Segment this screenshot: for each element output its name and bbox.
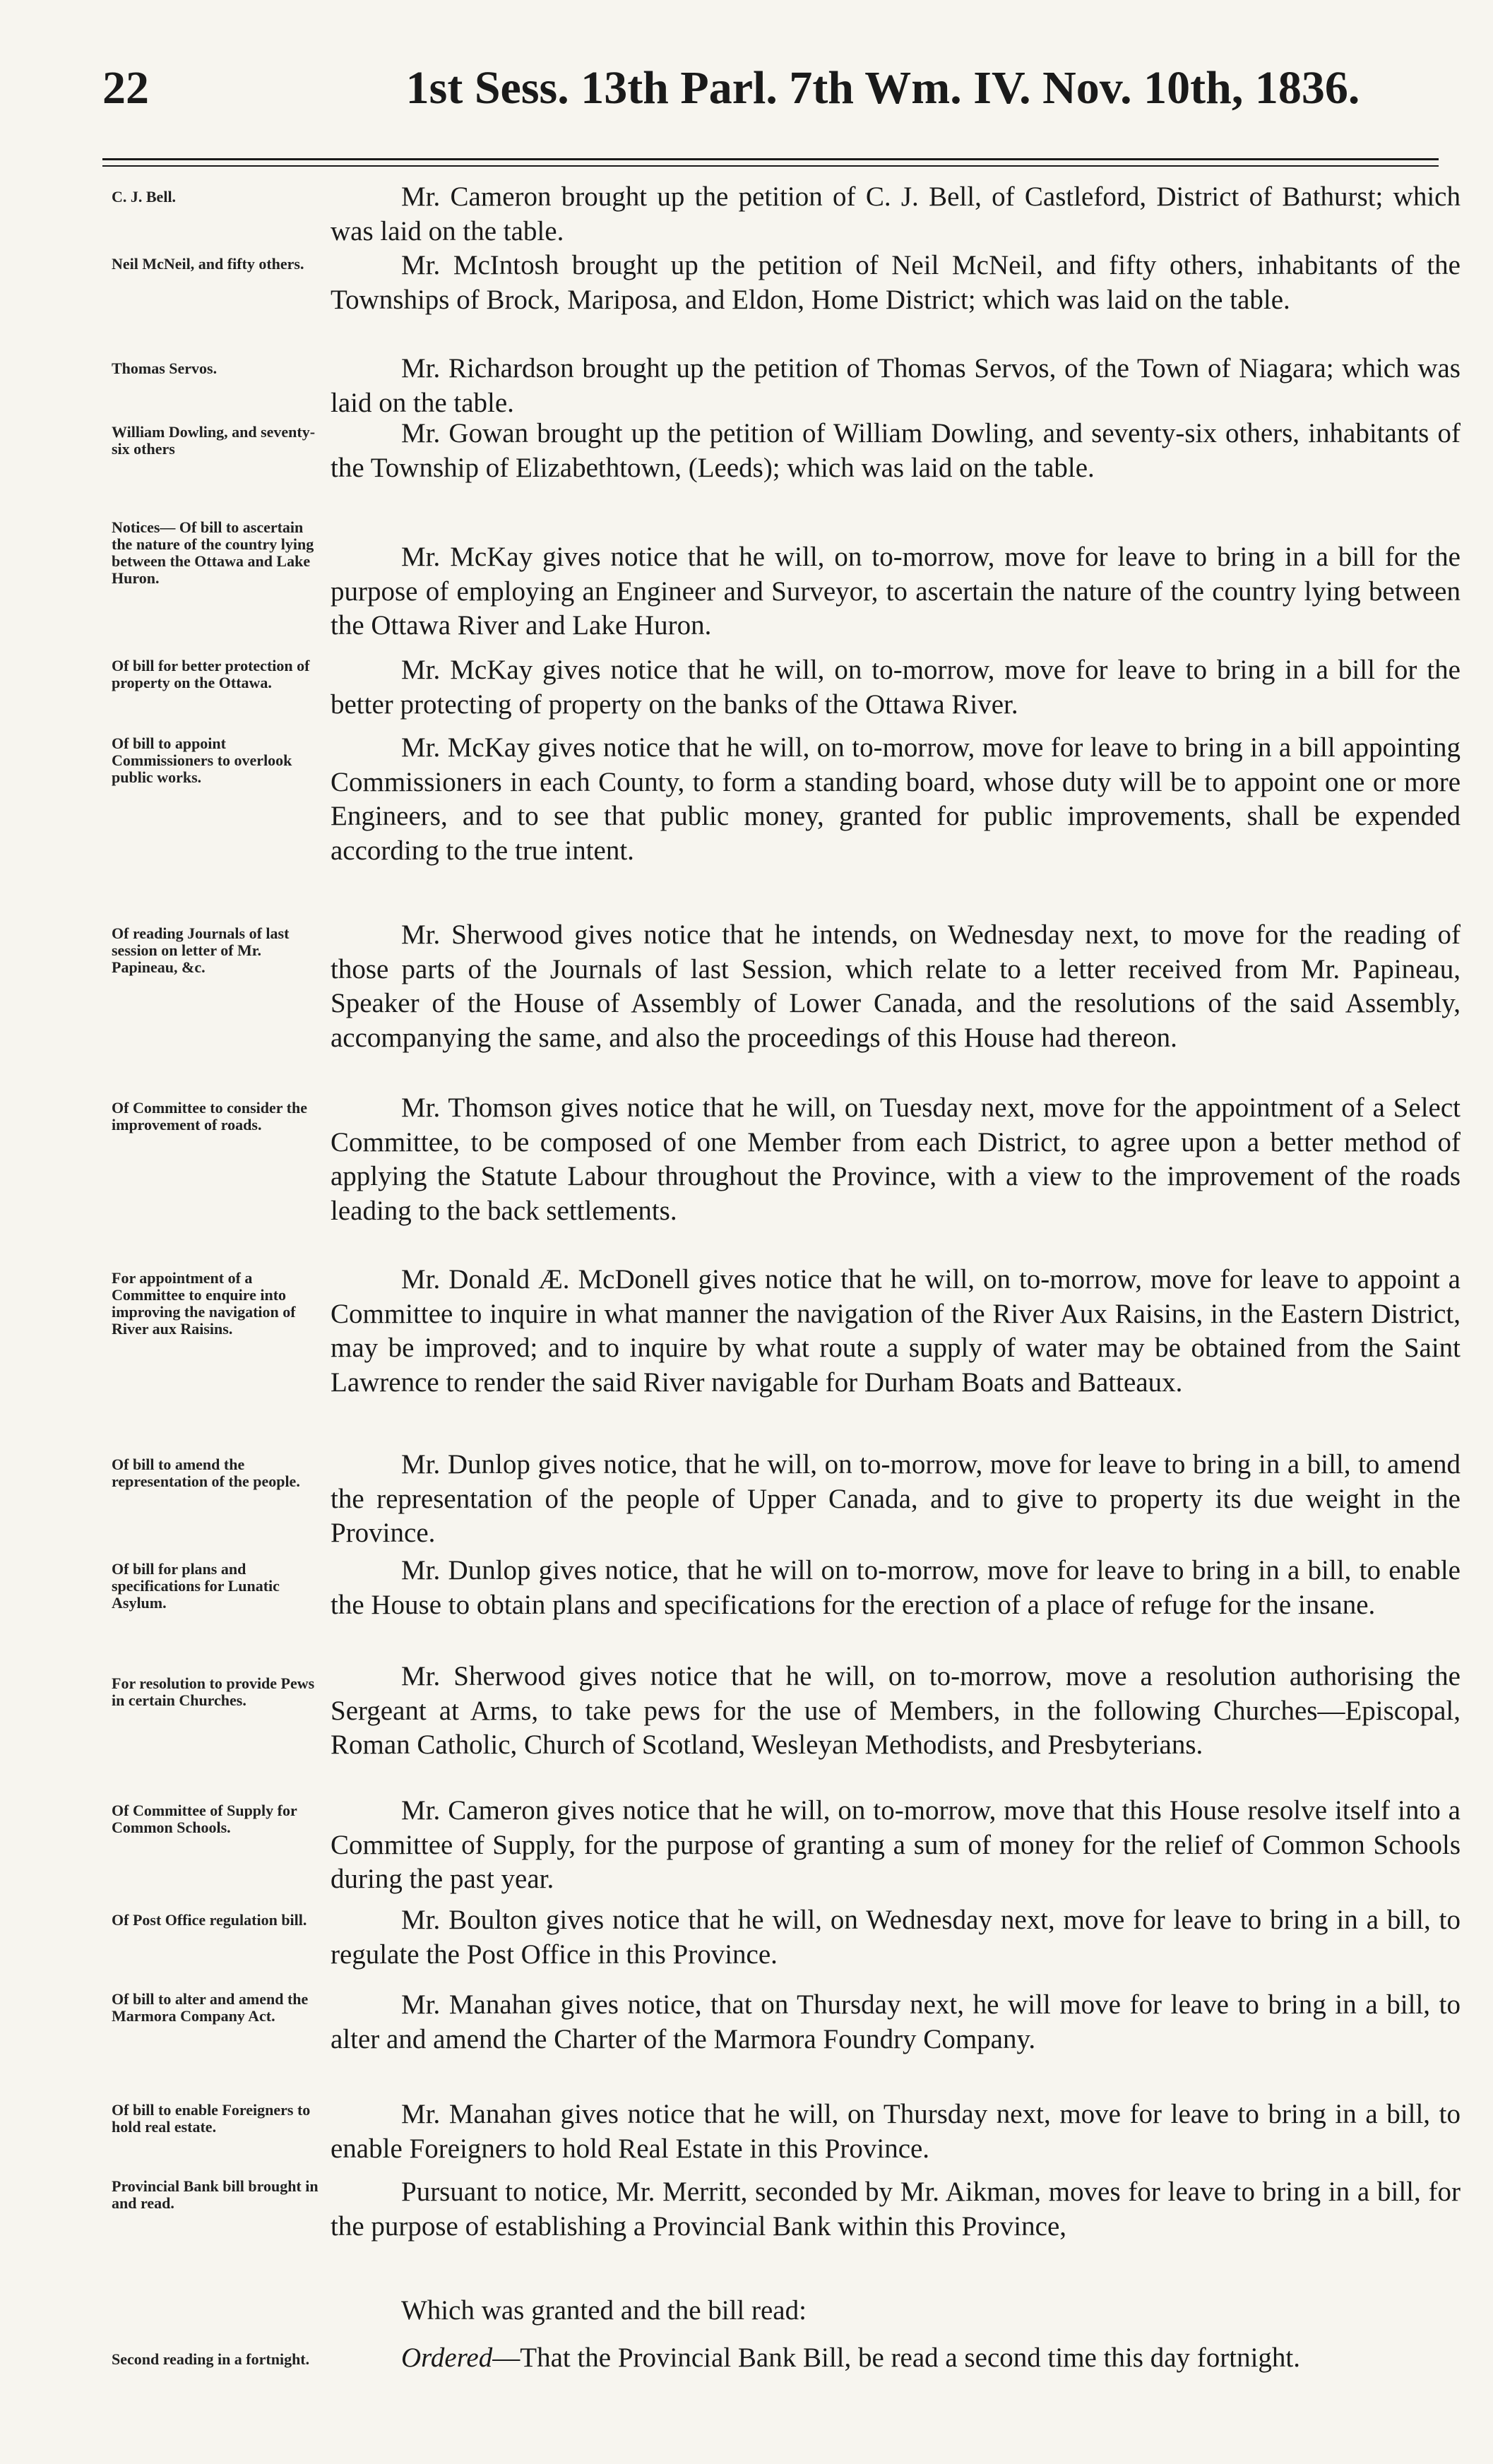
page-header: [0, 0, 1493, 124]
entry-text: Mr. Cameron brought up the petition of C. J. Bell, of Castleford, District of Bathurst; which was laid on the table.: [331, 181, 1461, 246]
entry-text: Mr. Manahan gives notice that he will, on Thursday next, move for leave to bring in a bill, to enable Foreigners to hold Real Estate in this Province.: [331, 2099, 1461, 2164]
entry-text: Mr. Boulton gives notice that he will, on Wednesday next, move for leave to bring in a bill, to regulate the Post Office in this Province.: [331, 1905, 1461, 1970]
marginal-note: For appointment of a Committee to enquire into improving the navigation of River aux Raisins.: [112, 1269, 296, 1338]
marginal-note: Of Post Office regulation bill.: [112, 1911, 307, 1929]
entry-text: Mr. McIntosh brought up the petition of Neil McNeil, and fifty others, inhabitants of the Townships of Brock, Mariposa, and Eldon, Home District; which was laid on the table.: [331, 250, 1461, 315]
entry-text: [331, 2341, 1461, 2376]
entry-text: Mr. Cameron gives notice that he will, on to-morrow, move that this House resolve itself into a Committee of Supply, for the purpose of granting a sum of money for the relief of Common Schools during the past year.: [331, 1795, 1461, 1894]
marginal-note: Of bill to enable Foreigners to hold real estate.: [112, 2101, 311, 2136]
entry-text: Which was granted and the bill read:: [401, 2295, 807, 2326]
marginal-note: Neil McNeil, and fifty others.: [112, 255, 304, 273]
marginal-note: C. J. Bell.: [112, 188, 177, 206]
entry-text: Mr. Dunlop gives notice, that he will on to-morrow, move for leave to bring in a bill, to enable the House to obtain plans and specifications for the erection of a place of refuge for the insane.: [331, 1555, 1461, 1620]
header-rule-upper: [102, 158, 1439, 160]
marginal-note: Of bill to alter and amend the Marmora Company Act.: [112, 1990, 309, 2025]
header-rule-lower: [102, 165, 1439, 167]
entry-text: Mr. Thomson gives notice that he will, on Tuesday next, move for the appointment of a Select Committee, to be composed of one Member from each District, to agree upon a better method of applying the Statute Labour throughout the Province, with a view to the improvement of the roads leading to the back settlements.: [331, 1093, 1461, 1226]
entry-text: Pursuant to notice, Mr. Merritt, seconded by Mr. Aikman, moves for leave to bring in a bill, for the purpose of establishing a Provincial Bank within this Province,: [331, 2177, 1461, 2242]
marginal-note: Of bill for better protection of property on the Ottawa.: [112, 657, 310, 691]
marginal-note: Of bill to amend the representation of the people.: [112, 1456, 300, 1490]
page-number: 22: [102, 62, 149, 114]
running-head: 1st Sess. 13th Parl. 7th Wm. IV. Nov. 10th, 1836.: [405, 62, 1360, 114]
marginal-note: Provincial Bank bill brought in and read.: [112, 2177, 319, 2212]
marginal-note: Of reading Journals of last session on letter of Mr. Papineau, &c.: [112, 924, 290, 976]
marginal-note: Thomas Servos.: [112, 359, 218, 377]
entry-text: Mr. McKay gives notice that he will, on to-morrow, move for leave to bring in a bill for the purpose of employing an Engineer and Surveyor, to ascertain the nature of the country lying between the Ottawa River and Lake Huron.: [331, 542, 1461, 641]
marginal-note: William Dowling, and seventy-six others: [112, 423, 316, 458]
entry-text: Mr. Dunlop gives notice, that he will, on to-morrow, move for leave to bring in a bill, to amend the representation of the people of Upper Canada, and to give to property its due weight in the Province.: [331, 1449, 1461, 1548]
marginal-note: Notices— Of bill to ascertain the nature of the country lying between the Ottawa and Lake Huron.: [112, 518, 314, 587]
order-text: —That the Provincial Bank Bill, be read a second time this day fortnight.: [492, 2343, 1300, 2373]
marginal-note: Of bill for plans and specifications for Lunatic Asylum.: [112, 1560, 280, 1612]
entry-text: Mr. Donald Æ. McDonell gives notice that he will, on to-morrow, move for leave to appoint a Committee to inquire in what manner the navigation of the River Aux Raisins, in the Eastern District, may be improved; and to inquire by what route a supply of water may be obtained from the Saint Lawrence to render the said River navigable for Durham Boats and Batteaux.: [331, 1264, 1461, 1398]
marginal-note: Of bill to appoint Commissioners to overlook public works.: [112, 734, 292, 786]
entry-text: Mr. Sherwood gives notice that he intends, on Wednesday next, to move for the reading of those parts of the Journals of last Session, which relate to a letter received from Mr. Papineau, Speaker of the House of Assembly of Lower Canada, and the resolutions of the said Assembly, accompanying the same, and also the proceedings of this House had thereon.: [331, 919, 1461, 1053]
entry-text: Mr. Richardson brought up the petition of Thomas Servos, of the Town of Niagara; which was laid on the table.: [331, 353, 1461, 418]
entry-text: Mr. McKay gives notice that he will, on to-morrow, move for leave to bring in a bill for the better protecting of property on the banks of the Ottawa River.: [331, 655, 1461, 720]
entry-text: Mr. Sherwood gives notice that he will, on to-morrow, move a resolution authorising the Sergeant at Arms, to take pews for the use of Members, in the following Churches—Episcopal, Roman Catholic, Church of Scotland, Wesleyan Methodists, and Presbyterians.: [331, 1661, 1461, 1760]
order-label: Ordered: [401, 2343, 493, 2373]
marginal-note: Of Committee of Supply for Common Schools.: [112, 1802, 297, 1836]
marginal-note: For resolution to provide Pews in certain Churches.: [112, 1674, 315, 1709]
entry-text: Mr. McKay gives notice that he will, on to-morrow, move for leave to bring in a bill appointing Commissioners in each County, to form a standing board, whose duty will be to appoint one or more Engineers, and to see that public money, granted for public improvements, shall be expended according to the true intent.: [331, 732, 1461, 866]
marginal-note: Second reading in a fortnight.: [112, 2350, 310, 2368]
entry-text: Mr. Manahan gives notice, that on Thursday next, he will move for leave to bring in a bill, to alter and amend the Charter of the Marmora Foundry Company.: [331, 1989, 1461, 2054]
marginal-note: Of Committee to consider the improvement of roads.: [112, 1099, 307, 1133]
entry-text: Mr. Gowan brought up the petition of William Dowling, and seventy-six others, inhabitants of the Township of Elizabethtown, (Leeds); which was laid on the table.: [331, 418, 1461, 483]
